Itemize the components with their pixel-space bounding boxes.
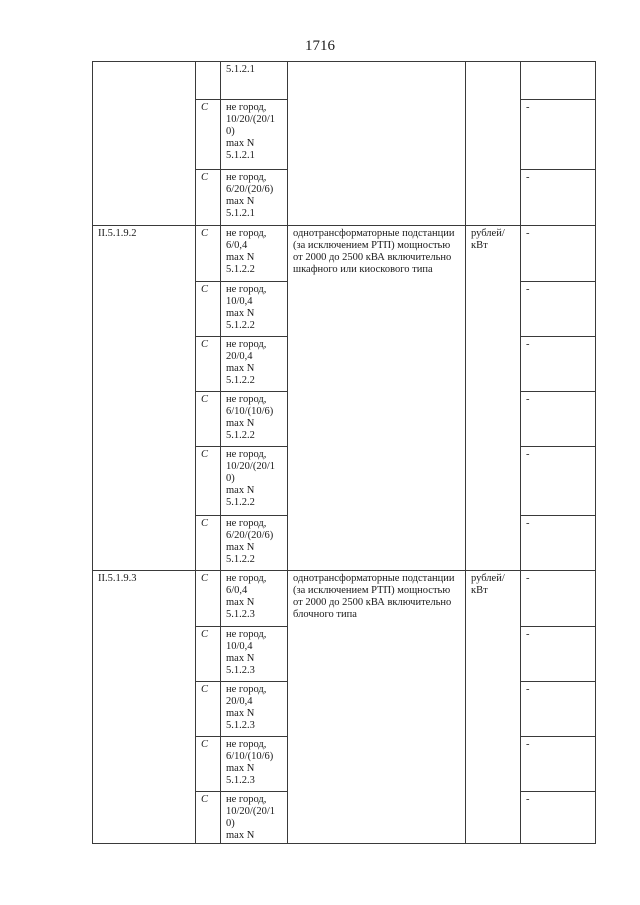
description-cell: однотрансформаторные подстанции (за исключением РТП) мощностью от 2000 до 2500 кВА включительно шкафного или киоскового типа — [288, 226, 466, 571]
spec-line: 5.1.2.2 — [226, 263, 255, 275]
spec-cell — [221, 571, 288, 627]
table-row — [93, 62, 596, 100]
spec-line: 5.1.2.3 — [226, 719, 255, 731]
spec-line: 5.1.2.2 — [226, 496, 255, 508]
spec-line: не город, — [226, 102, 267, 113]
category-letter-cell: C — [196, 226, 221, 282]
spec-line: 10/20/(20/1 — [226, 460, 275, 472]
spec-line: max N — [226, 652, 255, 664]
spec-line: 6/20/(20/6) — [226, 529, 274, 541]
category-letter-cell — [196, 62, 221, 100]
value-cell: - — [521, 792, 596, 844]
table-row — [93, 571, 596, 627]
spec-cell — [221, 337, 288, 392]
spec-cell — [221, 682, 288, 737]
spec-line: 5.1.2.2 — [226, 374, 255, 386]
category-letter-cell: C — [196, 447, 221, 516]
category-letter-cell: C — [196, 282, 221, 337]
spec-line: не город, — [226, 394, 267, 405]
spec-line: не город, — [226, 739, 267, 750]
category-letter-cell: C — [196, 737, 221, 792]
spec-line: max N — [226, 307, 255, 319]
spec-line: max N — [226, 596, 255, 608]
spec-line: max N — [226, 829, 255, 841]
category-letter-cell: C — [196, 627, 221, 682]
spec-cell — [221, 792, 288, 844]
value-cell: - — [521, 447, 596, 516]
item-code-cell — [93, 62, 196, 226]
tariff-table-body — [93, 62, 596, 844]
spec-line: не город, — [226, 228, 267, 239]
value-cell: - — [521, 337, 596, 392]
value-cell: - — [521, 627, 596, 682]
unit-cell — [466, 62, 521, 226]
spec-line: max N — [226, 707, 255, 719]
value-cell: - — [521, 226, 596, 282]
spec-line: max N — [226, 417, 255, 429]
description-cell — [288, 62, 466, 226]
spec-line: max N — [226, 541, 255, 553]
spec-line: 5.1.2.3 — [226, 664, 255, 676]
spec-line: 20/0,4 — [226, 350, 253, 362]
spec-line: не город, — [226, 794, 267, 805]
unit-cell: рублей/ кВт — [466, 571, 521, 844]
table-row — [93, 226, 596, 282]
category-letter-cell: C — [196, 100, 221, 170]
spec-cell — [221, 282, 288, 337]
spec-line: 10/0,4 — [226, 640, 253, 652]
spec-line: max N — [226, 251, 255, 263]
spec-line: 5.1.2.1 — [226, 149, 255, 161]
spec-line: 10/0,4 — [226, 295, 253, 307]
category-letter-cell: C — [196, 392, 221, 447]
spec-line: 6/0,4 — [226, 239, 248, 251]
value-cell: - — [521, 282, 596, 337]
value-cell: - — [521, 682, 596, 737]
spec-line: 6/10/(10/6) — [226, 405, 274, 417]
spec-line: 5.1.2.1 — [226, 64, 255, 75]
spec-line: 0) — [226, 817, 235, 829]
value-cell — [521, 62, 596, 100]
category-letter-cell: C — [196, 571, 221, 627]
spec-line: 5.1.2.2 — [226, 319, 255, 331]
spec-cell — [221, 226, 288, 282]
spec-line: не город, — [226, 684, 267, 695]
spec-line: 5.1.2.2 — [226, 553, 255, 565]
spec-line: 6/20/(20/6) — [226, 183, 274, 195]
value-cell: - — [521, 392, 596, 447]
spec-line: 0) — [226, 472, 235, 484]
spec-cell — [221, 516, 288, 571]
spec-cell — [221, 737, 288, 792]
spec-line: не город, — [226, 518, 267, 529]
category-letter-cell: C — [196, 170, 221, 226]
value-cell: - — [521, 100, 596, 170]
spec-cell — [221, 447, 288, 516]
category-letter-cell: C — [196, 337, 221, 392]
spec-cell — [221, 392, 288, 447]
spec-line: не город, — [226, 339, 267, 350]
spec-cell — [221, 100, 288, 170]
spec-line: 6/10/(10/6) — [226, 750, 274, 762]
spec-line: 5.1.2.3 — [226, 608, 255, 620]
value-cell: - — [521, 571, 596, 627]
spec-line: max N — [226, 195, 255, 207]
category-letter-cell: C — [196, 682, 221, 737]
tariff-table — [92, 61, 596, 844]
spec-cell — [221, 62, 288, 100]
unit-cell: рублей/ кВт — [466, 226, 521, 571]
spec-line: не город, — [226, 284, 267, 295]
spec-line: не город, — [226, 449, 267, 460]
value-cell: - — [521, 737, 596, 792]
spec-line: 5.1.2.2 — [226, 429, 255, 441]
spec-line: 0) — [226, 125, 235, 137]
category-letter-cell: C — [196, 516, 221, 571]
spec-cell — [221, 627, 288, 682]
spec-line: 6/0,4 — [226, 584, 248, 596]
description-cell: однотрансформаторные подстанции (за исключением РТП) мощностью от 2000 до 2500 кВА включительно блочного типа — [288, 571, 466, 844]
spec-line: 10/20/(20/1 — [226, 805, 275, 817]
category-letter-cell: C — [196, 792, 221, 844]
value-cell: - — [521, 516, 596, 571]
item-code-cell: II.5.1.9.2 — [93, 226, 196, 571]
spec-line: max N — [226, 362, 255, 374]
spec-line: max N — [226, 762, 255, 774]
spec-line: max N — [226, 137, 255, 149]
spec-line: не город, — [226, 172, 267, 183]
spec-line: не город, — [226, 629, 267, 640]
spec-line: не город, — [226, 573, 267, 584]
spec-line: 20/0,4 — [226, 695, 253, 707]
item-code-cell: II.5.1.9.3 — [93, 571, 196, 844]
page-number: 1716 — [305, 38, 335, 54]
spec-line: 5.1.2.1 — [226, 207, 255, 219]
spec-line: max N — [226, 484, 255, 496]
spec-line: 10/20/(20/1 — [226, 113, 275, 125]
spec-cell — [221, 170, 288, 226]
value-cell: - — [521, 170, 596, 226]
spec-line: 5.1.2.3 — [226, 774, 255, 786]
